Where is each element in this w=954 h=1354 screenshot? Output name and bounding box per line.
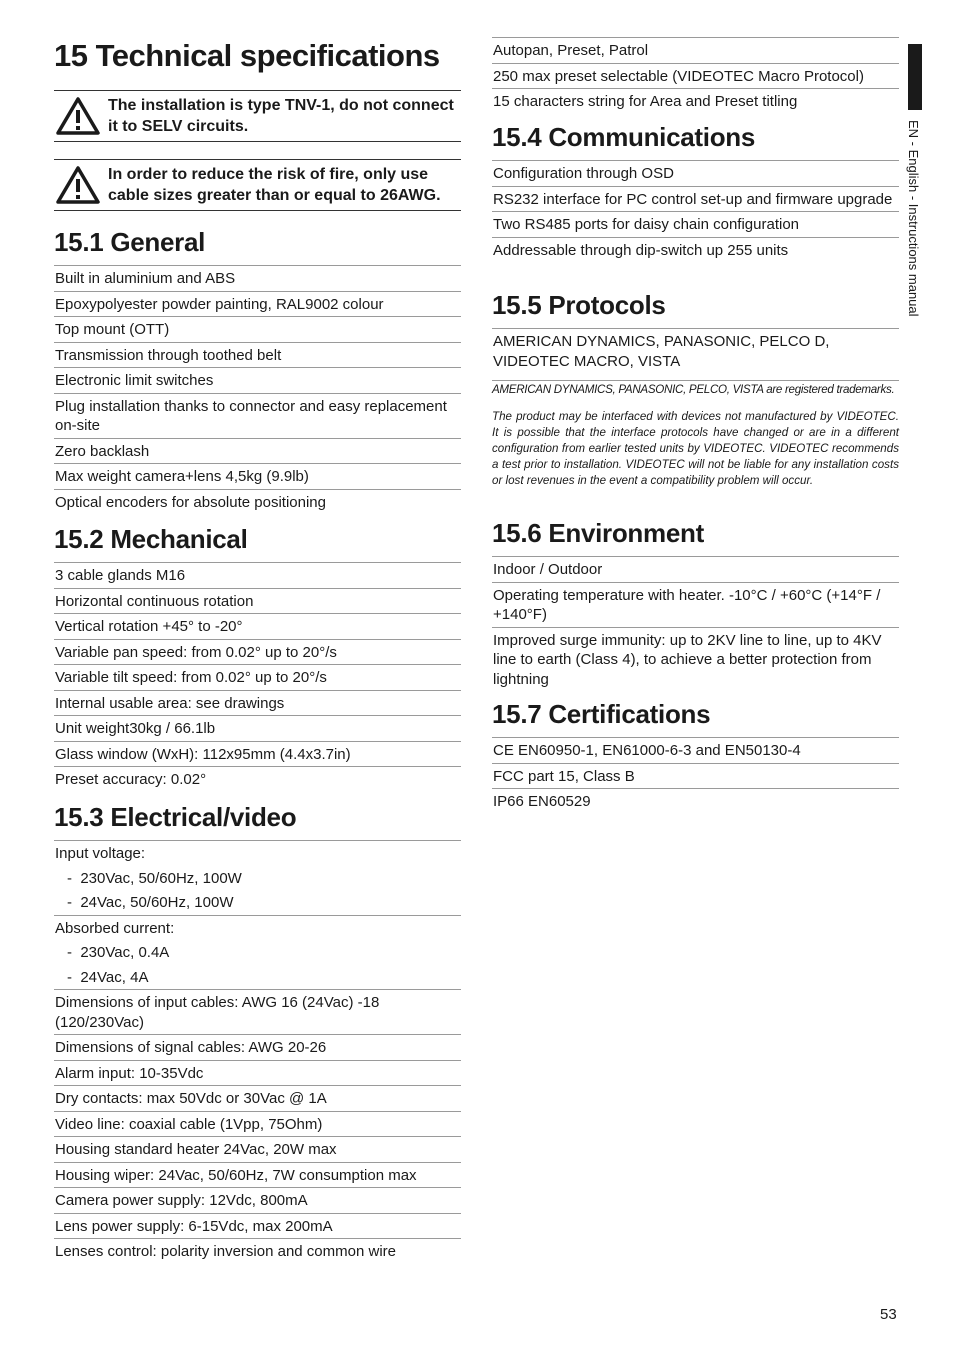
list-item: Internal usable area: see drawings (54, 690, 461, 716)
list-item: Variable pan speed: from 0.02° up to 20°/s (54, 639, 461, 665)
list-subitem: - 24Vac, 50/60Hz, 100W (54, 890, 461, 915)
warning-box-cable (54, 159, 461, 211)
list-subitem: - 230Vac, 50/60Hz, 100W (54, 866, 461, 891)
list-item: Dimensions of signal cables: AWG 20-26 (54, 1034, 461, 1060)
warning-triangle-icon (56, 166, 100, 204)
language-tab-marker (908, 44, 922, 110)
section-title-mechanical: 15.2 Mechanical (54, 524, 248, 554)
list-item: Epoxypolyester powder painting, RAL9002 colour (54, 291, 461, 317)
warning-text: In order to reduce the risk of fire, only use cable sizes greater than or equal to 26AWG. (108, 166, 441, 204)
list-item: Addressable through dip-switch up 255 units (492, 237, 899, 263)
list-item: Optical encoders for absolute positioning (54, 489, 461, 515)
list-item: Indoor / Outdoor (492, 556, 899, 582)
list-item: FCC part 15, Class B (492, 763, 899, 789)
section-title-electrical: 15.3 Electrical/video (54, 802, 297, 832)
list-item: Vertical rotation +45° to -20° (54, 613, 461, 639)
environment-list (492, 556, 899, 691)
list-item: 250 max preset selectable (VIDEOTEC Macro Protocol) (492, 63, 899, 89)
list-item: Absorbed current: (54, 915, 461, 941)
list-item: Housing wiper: 24Vac, 50/60Hz, 7W consumption max (54, 1162, 461, 1188)
list-item: Video line: coaxial cable (1Vpp, 75Ohm) (54, 1111, 461, 1137)
list-item: CE EN60950-1, EN61000-6-3 and EN50130-4 (492, 737, 899, 763)
list-item: Transmission through toothed belt (54, 342, 461, 368)
list-item: Zero backlash (54, 438, 461, 464)
section-title-protocols: 15.5 Protocols (492, 290, 666, 320)
list-subitem: - 24Vac, 4A (54, 965, 461, 990)
list-item: Two RS485 ports for daisy chain configuration (492, 211, 899, 237)
list-item: Housing standard heater 24Vac, 20W max (54, 1136, 461, 1162)
list-item: Glass window (WxH): 112x95mm (4.4x3.7in) (54, 741, 461, 767)
side-label: EN - English - Instructions manual (906, 120, 921, 317)
list-item: Autopan, Preset, Patrol (492, 37, 899, 63)
list-item: AMERICAN DYNAMICS, PANASONIC, PELCO D, VIDEOTEC MACRO, VISTA (492, 328, 899, 373)
list-subitem: - 230Vac, 0.4A (54, 940, 461, 965)
list-item: Horizontal continuous rotation (54, 588, 461, 614)
list-item: Unit weight30kg / 66.1lb (54, 715, 461, 741)
warning-triangle-icon (56, 97, 100, 135)
list-item: Built in aluminium and ABS (54, 265, 461, 291)
general-list (54, 265, 461, 514)
list-item: Electronic limit switches (54, 367, 461, 393)
warning-box-tnv (54, 90, 461, 142)
page-number: 53 (880, 1306, 897, 1323)
mechanical-list (54, 562, 461, 792)
section-title-communications: 15.4 Communications (492, 122, 756, 152)
list-item: Operating temperature with heater. -10°C / +60°C (+14°F / +140°F) (492, 582, 899, 627)
warning-text: The installation is type TNV-1, do not connect it to SELV circuits. (108, 97, 454, 135)
list-item: 3 cable glands M16 (54, 562, 461, 588)
section-title-certifications: 15.7 Certifications (492, 699, 711, 729)
list-item: Lenses control: polarity inversion and common wire (54, 1238, 461, 1264)
page-title: 15 Technical specifications (54, 38, 440, 73)
list-item: Configuration through OSD (492, 160, 899, 186)
list-item: 15 characters string for Area and Preset titling (492, 88, 899, 114)
list-item: Camera power supply: 12Vdc, 800mA (54, 1187, 461, 1213)
certifications-list (492, 737, 899, 814)
communications-list (492, 160, 899, 262)
list-item: Variable tilt speed: from 0.02° up to 20°/s (54, 664, 461, 690)
list-item: RS232 interface for PC control set-up and firmware upgrade (492, 186, 899, 212)
list-item: Improved surge immunity: up to 2KV line to line, up to 4KV line to earth (Class 4), to achieve a better protection from lightning (492, 627, 899, 692)
protocols-list (492, 328, 899, 373)
section-title-environment: 15.6 Environment (492, 518, 704, 548)
electrical-list (54, 840, 461, 1264)
electrical-continued-list (492, 37, 899, 114)
compatibility-disclaimer: The product may be interfaced with devices not manufactured by VIDEOTEC. It is possible that the interface protocols have changed or are in a different configuration from earlier tested units by VIDEOTEC. VIDEOTEC recommends a test prior to installation. VIDEOTEC will not be liable for any installation costs or lost revenues in the event a compatibility problem will occur. (492, 410, 899, 487)
list-item: Preset accuracy: 0.02° (54, 766, 461, 792)
list-item: Dry contacts: max 50Vdc or 30Vac @ 1A (54, 1085, 461, 1111)
list-item: Lens power supply: 6-15Vdc, max 200mA (54, 1213, 461, 1239)
trademark-note: AMERICAN DYNAMICS, PANASONIC, PELCO, VISTA are registered trademarks. (492, 380, 899, 398)
list-item: Top mount (OTT) (54, 316, 461, 342)
section-title-general: 15.1 General (54, 227, 206, 257)
list-item: Input voltage: (54, 840, 461, 866)
list-item: Max weight camera+lens 4,5kg (9.9lb) (54, 463, 461, 489)
list-item: Alarm input: 10-35Vdc (54, 1060, 461, 1086)
list-item: IP66 EN60529 (492, 788, 899, 814)
list-item: Dimensions of input cables: AWG 16 (24Vac) -18 (120/230Vac) (54, 989, 461, 1034)
list-item: Plug installation thanks to connector and easy replacement on-site (54, 393, 461, 438)
